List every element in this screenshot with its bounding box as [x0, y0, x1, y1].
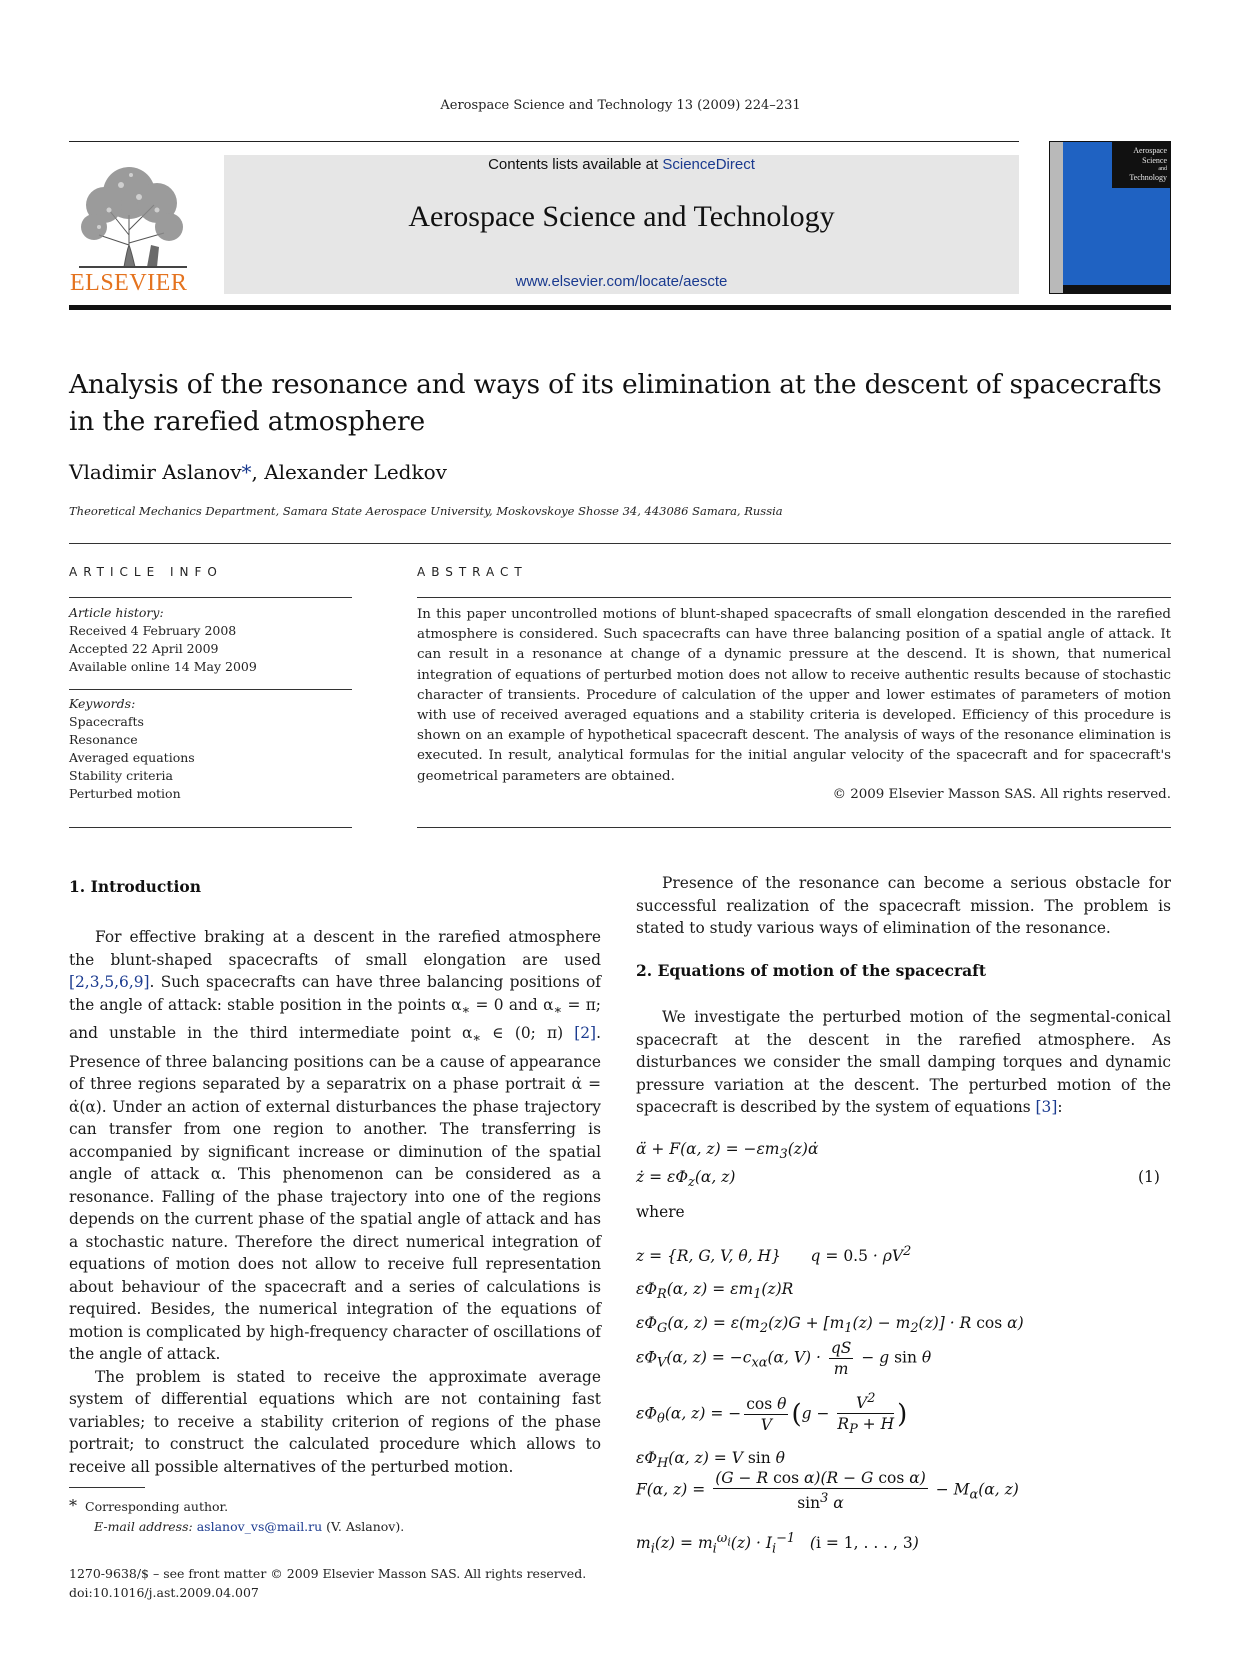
where-word: where	[636, 1203, 685, 1221]
reference-link[interactable]: [2,3,5,6,9]	[69, 973, 150, 991]
section-2-body	[636, 1006, 1171, 1119]
header-thick-rule	[69, 305, 1171, 310]
contents-line	[224, 156, 1019, 173]
email-suffix: (V. Aslanov).	[322, 1519, 405, 1534]
author-aslanov: Vladimir Aslanov	[69, 460, 242, 484]
journal-url-link[interactable]: www.elsevier.com/locate/aescte	[515, 273, 728, 290]
cover-title-block	[1112, 142, 1170, 188]
equation-line: F(α, z) = $\frac{\text{(G − R cos α)(R − G cos α)}}{\sin^3 \alpha}$ − $M_\alpha(\alpha$, z)	[636, 1469, 1019, 1513]
text-span: . Presence of three balancing positions can be a cause of appearance of three regions separated by a separatrix on a phase portrait α̇ = α̇(α). Under an action of external disturbances the phase trajectory can transfer from one region to another. The transferring is accompanied by significant increase or diminution of the spatial angle of attack α. This phenomenon can be considered as a resonance. Falling of the phase trajectory into one of the regions depends on the current phase of the spatial angle of attack and has a stochastic nature. Therefore the direct numerical integration of equations of motion does not allow to receive full representation about behaviour of the spacecraft and a series of calculations is required. Besides, the numerical integration of the equations of motion is complicated by high-frequency character of oscillations of the angle of attack.	[69, 1024, 601, 1364]
abstract-heading: ABSTRACT	[417, 565, 528, 579]
elsevier-wordmark: ELSEVIER	[70, 270, 188, 296]
abstract-text: In this paper uncontrolled motions of blunt-shaped spacecrafts of small elongation descended in the rarefied atmosphere is considered. Such spacecrafts can have three balancing position of a spatial angle of attack. It can result in a resonance at change of a dynamic pressure at the descend. It is shown, that numerical integration of equations of perturbed motion does not allow to receive authentic results because of stochastic character of transients. Procedure of calculation of the upper and lower estimates of parameters of motion with use of received averaged equations and a stability criteria is developed. Efficiency of this procedure is shown on an example of hypothetical spacecraft descent. The analysis of ways of the resonance elimination is executed. In result, analytical formulas for the initial angular velocity of the spacecraft and for spacecraft's geometrical parameters are obtained.	[417, 607, 1171, 784]
sciencedirect-link[interactable]: ScienceDirect	[662, 156, 755, 173]
author-ledkov: , Alexander Ledkov	[251, 460, 447, 484]
cover-title-line: Aerospace	[1133, 146, 1167, 155]
divider-rule	[69, 827, 352, 828]
equation-line: α̈ + F(α, $z) = -\varepsilon m_3(z)\alphȧ$	[636, 1140, 819, 1163]
cover-bottom-band	[1063, 285, 1170, 293]
text-span: = π; and unstable in the third intermediate point α	[69, 995, 601, 1043]
contents-prefix: Contents lists available at	[488, 156, 663, 173]
keyword: Resonance	[69, 732, 138, 747]
cover-spine	[1050, 142, 1063, 293]
paragraph: The problem is stated to receive the approximate average system of differential equations which are not containing fast variables; to receive a stability criterion of regions of the phase portrait; to construct the calculated procedure which allows to receive all possible alternatives of the perturbed motion.	[69, 1367, 601, 1476]
section-1-continued	[636, 872, 1171, 940]
section-1-body	[69, 926, 601, 1478]
paragraph	[636, 1006, 1171, 1119]
keywords-label: Keywords:	[69, 696, 136, 711]
history-online: Available online 14 May 2009	[69, 659, 257, 674]
history-received: Received 4 February 2008	[69, 623, 237, 638]
equation-line: $\varepsilon\Phi_\theta(\alpha$, z) = − $\frac{\text{cos θ}}{V}$ (g − $\frac{V^2}{R_P + H}$ )	[636, 1391, 908, 1438]
section-1-heading: 1. Introduction	[69, 877, 201, 896]
journal-title: Aerospace Science and Technology	[408, 200, 835, 233]
authors-line	[69, 460, 447, 484]
footnote-email	[94, 1519, 404, 1534]
issn-line: 1270-9638/$ – see front matter © 2009 Elsevier Masson SAS. All rights reserved.	[69, 1566, 587, 1581]
abstract-copyright: © 2009 Elsevier Masson SAS. All rights reserved.	[832, 787, 1171, 802]
equation-line: z = {R, G, V, θ, H} $q = 0.5 \cdot \rho V^2$	[636, 1244, 912, 1266]
equation-line: $\varepsilon\Phi_G(\alpha$, $z) = \varepsilon(m_2(z)G + [m_1(z) - m_2(z)] \cdot R$ cos α)	[636, 1314, 1024, 1337]
article-title: Analysis of the resonance and ways of its elimination at the descent of spacecrafts in the rarefied atmosphere	[69, 369, 1162, 437]
paragraph: Presence of the resonance can become a serious obstacle for successful realization of the spacecraft mission. The problem is stated to study various ways of elimination of the resonance.	[636, 874, 1171, 937]
equation-line: ż = $\varepsilon\Phi_z(\alpha$, z)	[636, 1168, 736, 1191]
corresponding-author-marker[interactable]: *	[241, 460, 252, 484]
section-2-heading: 2. Equations of motion of the spacecraft	[636, 961, 986, 980]
text-span: For effective braking at a descent in the rarefied atmosphere the blunt-shaped spacecrafts of small elongation are used	[69, 928, 601, 969]
cover-title-line: Technology	[1129, 173, 1167, 182]
cover-title-line: Science	[1142, 156, 1167, 165]
keywords-block	[69, 695, 352, 803]
equation-line: $\varepsilon\Phi_H(\alpha$, z) = V sin θ	[636, 1449, 786, 1472]
journal-citation: Aerospace Science and Technology 13 (2009) 224–231	[440, 98, 801, 113]
doi-link[interactable]: doi:10.1016/j.ast.2009.04.007	[69, 1585, 259, 1600]
footnote-corresponding	[69, 1496, 228, 1515]
equation-line: $m_i(z) = m_i^{\omega_i}(z) \cdot I_i^{-1}$ (i = 1, . . . , 3)	[636, 1531, 919, 1557]
keyword: Stability criteria	[69, 768, 173, 783]
text-span: We investigate the perturbed motion of the segmental-conical spacecraft at the descent in the rarefied atmosphere. As disturbances we consider the small damping torques and dynamic pressure variation at the descent. The perturbed motion of the spacecraft is described by the system of equations	[636, 1008, 1171, 1116]
footnote-text: Corresponding author.	[85, 1499, 229, 1514]
divider-rule	[417, 827, 1171, 828]
journal-cover-thumbnail	[1049, 141, 1171, 294]
text-span: . Such spacecrafts can have three balancing positions of the angle of attack: stable position in the points α	[69, 973, 601, 1014]
email-label: E-mail address:	[94, 1519, 197, 1534]
article-info-heading: ARTICLE INFO	[69, 565, 223, 579]
equation-line: $\varepsilon\Phi_R(\alpha$, $z) = \varepsilon m_1(z)R$	[636, 1280, 794, 1303]
footnote-star: *	[69, 1496, 77, 1515]
history-label: Article history:	[69, 605, 164, 620]
text-span: :	[1057, 1098, 1063, 1116]
equation-line: $\varepsilon\Phi_V(\alpha$, $z) = -c_{x\alpha}(\alpha$, V) · $\frac{qS}{m}$ − g sin θ	[636, 1339, 932, 1378]
divider-rule	[69, 689, 352, 690]
divider-rule	[417, 597, 1171, 598]
header-rule	[69, 141, 1019, 142]
email-link[interactable]: aslanov_vs@mail.ru	[196, 1519, 323, 1534]
equation-number: (1)	[1138, 1168, 1160, 1186]
divider-rule	[69, 543, 1171, 544]
footnote-rule	[69, 1487, 145, 1488]
cover-title-line: and	[1158, 166, 1167, 172]
history-accepted: Accepted 22 April 2009	[69, 641, 219, 656]
text-span: = 0 and α	[470, 995, 554, 1014]
keyword: Perturbed motion	[69, 786, 181, 801]
reference-link[interactable]: [2]	[574, 1024, 597, 1043]
affiliation: Theoretical Mechanics Department, Samara State Aerospace University, Moskovskoye Shosse 34, 443086 Samara, Russia	[69, 504, 783, 518]
article-history	[69, 604, 352, 676]
keyword: Averaged equations	[69, 750, 195, 765]
paragraph: For effective braking at a descent in the rarefied atmosphere the blunt-shaped spacecrafts of small elongation are used [2,3,5,6,9]. Such spacecrafts can have three balancing positions of the angle of attack: stable position in the points $\alpha_∗ = 0$ and $\alpha_∗ = \pi$; and unstable in the third intermediate point $\alpha_∗$ ∈ (0; π) [2]. Presence of three balancing positions can be a cause of appearance of three regions separated by a separatrix on a phase portrait α̇ = α̇(α). Under an action of external disturbances the phase trajectory can transfer from one region to another. The transferring is accompanied by significant increase or diminution of the spatial angle of attack α. This phenomenon can be considered as a resonance. Falling of the phase trajectory into one of the regions depends on the current phase of the spatial angle of attack and has a stochastic nature. Therefore the direct numerical integration of equations of motion does not allow to receive full representation about behaviour of the spacecraft and a series of calculations is required. Besides, the numerical integration of the equations of motion is complicated by high-frequency character of oscillations of the angle of attack.	[69, 928, 601, 1364]
keyword: Spacecrafts	[69, 714, 144, 729]
divider-rule	[69, 597, 352, 598]
reference-link[interactable]: [3]	[1035, 1098, 1058, 1116]
text-span: ∈ (0; π)	[481, 1024, 575, 1043]
